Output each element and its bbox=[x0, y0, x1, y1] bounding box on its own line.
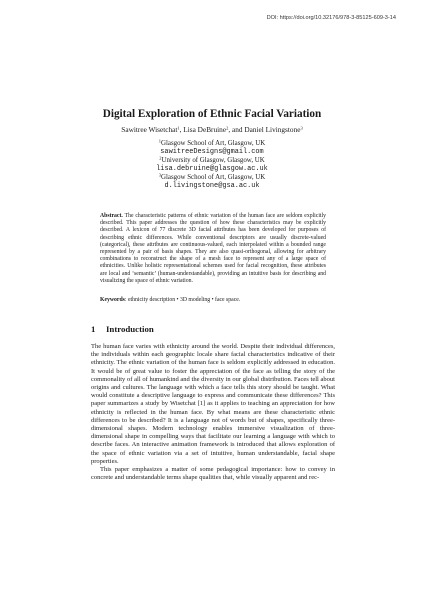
author-separator: , bbox=[179, 125, 184, 134]
affiliation-mark: 1 bbox=[158, 138, 161, 144]
affiliation-line bbox=[0, 157, 424, 165]
doi-header[interactable]: DOI: https://doi.org/10.32176/978-3-85125-609-3-14 bbox=[266, 15, 396, 21]
keywords-text: : ethnicity description • 3D modeling • face space. bbox=[124, 297, 241, 303]
abstract bbox=[100, 213, 326, 285]
affiliation-line bbox=[0, 140, 424, 148]
affiliation-institution: University of Glasgow, Glasgow, UK bbox=[161, 156, 265, 164]
author-list bbox=[0, 125, 424, 134]
affiliation-block bbox=[0, 140, 424, 190]
section-body bbox=[91, 343, 335, 482]
affiliation-email[interactable]: sawitreeDesigns@gmail.com bbox=[160, 148, 264, 157]
affiliation-institution: Glasgow School of Art, Glasgow, UK bbox=[161, 173, 266, 181]
author-affiliation-mark: 3 bbox=[300, 125, 303, 131]
affiliation-email[interactable]: d.livingstone@gsa.ac.uk bbox=[164, 182, 260, 191]
affiliation-line bbox=[0, 174, 424, 182]
body-paragraph: The human face varies with ethnicity around the world. Despite their individual differences, the individuals within each geographic locale share facial characteristics indicative of their ethnicity. The ethnic variation of the human face is seldom explicitly addressed in education. It would be of great value to foster the appreciation of the face as telling the story of the commonality of all of humankind and the diversity in our global distribution. Faces tell about origins and cultures. The language with which a face tells this story should be taught. What would constitute a descriptive language to express and communicate these differences? This paper summarizes a study by Wisetchat [1] as it applies to teaching an appreciation for how ethnicity is reflected in the human face. By what means are these characteristic ethnic differences to be described? It is a language not of words but of shapes, specifically three-dimensional shapes. Modern technology enables immersive visualization of three-dimensional shape in compelling ways that facilitate our learning a language with which to describe faces. An interactive animation framework is introduced that allows exploration of the space of ethnic variation via a set of intuitive, human understandable, facial shape properties. bbox=[91, 343, 335, 465]
section-number: 1 bbox=[91, 324, 96, 334]
affiliation-mark: 2 bbox=[159, 155, 162, 161]
keywords bbox=[100, 297, 326, 304]
author-name: Daniel Livingstone bbox=[244, 125, 301, 134]
author-name: Lisa DeBruine bbox=[183, 125, 227, 134]
abstract-label: Abstract. bbox=[100, 213, 123, 219]
keywords-label: Keywords bbox=[100, 297, 125, 303]
author-affiliation-mark: 1 bbox=[177, 125, 180, 131]
section-heading bbox=[91, 324, 154, 334]
abstract-text: The characteristic patterns of ethnic variation of the human face are seldom explicitly described. This paper addresses the question of how these characteristics may be explicitly described. A lexicon of 77 discrete 3D facial attributes has been developed for purposes of describing ethnic differences. While conventional descriptors are usually discrete-valued (categorical), these attributes are continuous-valued, each interpolated within a bounded range represented by a pair of basis shapes. They are also quasi-orthogonal, allowing for arbitrary combinations to reconstruct the shape of a mesh face to represent any of a large space of ethnicities. Unlike holistic representational schemes used for facial recognition, these attributes are local and ‘semantic’ (human-understandable), providing an intuitive basis for describing and visualizing the space of ethnic variation. bbox=[100, 213, 326, 284]
affiliation-institution: Glasgow School of Art, Glasgow, UK bbox=[161, 140, 266, 147]
author-separator: , and bbox=[228, 125, 245, 134]
author-name: Sawitree Wisetchat bbox=[121, 125, 178, 134]
paper-title: Digital Exploration of Ethnic Facial Variation bbox=[102, 108, 322, 120]
section-title: Introduction bbox=[106, 324, 154, 334]
author-affiliation-mark: 2 bbox=[226, 125, 229, 131]
affiliation-mark: 3 bbox=[158, 172, 161, 178]
body-paragraph: This paper emphasizes a matter of some pedagogical importance: how to convey in concrete and understandable terms shape qualities that, while visually apparent and rec- bbox=[91, 466, 335, 482]
affiliation-email[interactable]: lisa.debruine@glasgow.ac.uk bbox=[156, 165, 268, 174]
